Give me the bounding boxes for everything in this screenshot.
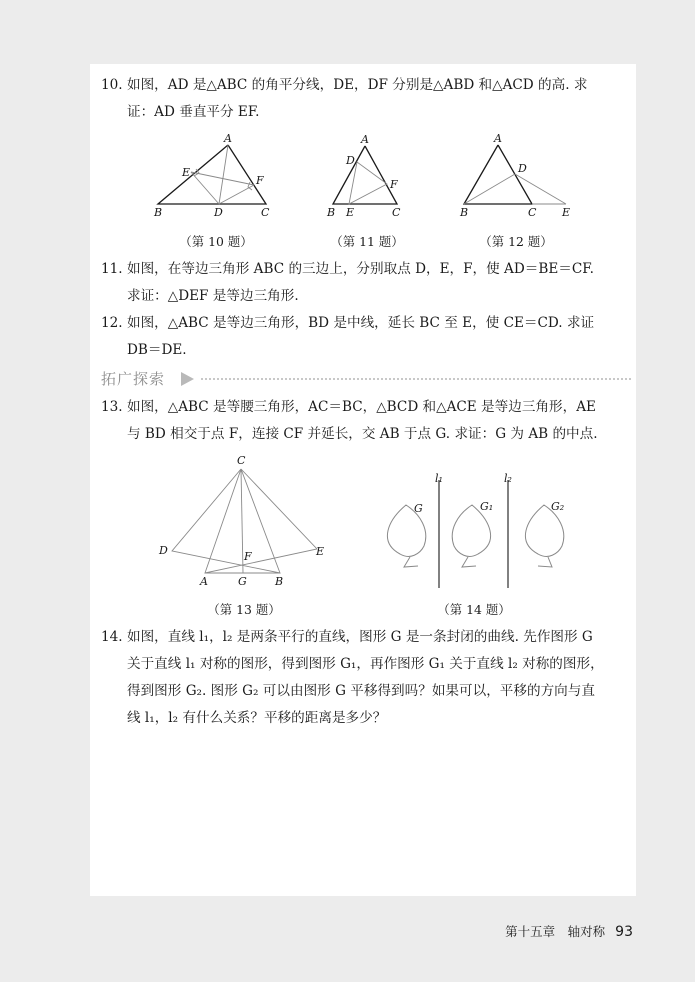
- caption-fig13: （第 13 题）: [207, 602, 281, 617]
- label-G1: G₁: [480, 500, 494, 513]
- figure-12: [458, 132, 588, 226]
- problem-number: 13.: [101, 399, 123, 415]
- problem-text: 与 BD 相交于点 F，连接 CF 并延长，交 AB 于点 G. 求证：G 为 AB 的中点.: [127, 426, 598, 442]
- label-F: F: [390, 178, 398, 191]
- label-C: C: [392, 206, 401, 219]
- problem-11: [101, 256, 631, 310]
- label-C: C: [528, 206, 537, 219]
- dotted-divider: [201, 378, 631, 380]
- label-C: C: [237, 454, 246, 467]
- label-E: E: [316, 545, 325, 558]
- problem-text: 求证：△DEF 是等边三角形.: [127, 288, 299, 304]
- label-C: C: [261, 206, 270, 219]
- caption-fig12: （第 12 题）: [479, 234, 553, 249]
- label-D: D: [518, 162, 527, 175]
- chapter-title: 第十五章 轴对称: [505, 924, 606, 939]
- label-D: D: [214, 206, 223, 219]
- label-A: A: [200, 575, 208, 588]
- problem-text: 得到图形 G₂. 图形 G₂ 可以由图形 G 平移得到吗？如果可以，平移的方向与直: [127, 683, 595, 699]
- play-arrow-icon: [181, 372, 194, 386]
- figure-10: [152, 132, 282, 226]
- figure-13: [156, 452, 336, 592]
- label-A: A: [361, 133, 369, 146]
- problem-text: 如图，在等边三角形 ABC 的三边上，分别取点 D，E，F，使 AD＝BE＝CF.: [127, 261, 594, 277]
- page-footer: [505, 922, 633, 940]
- problem-10: [101, 72, 631, 126]
- label-B: B: [460, 206, 469, 219]
- problem-number: 12.: [101, 315, 123, 331]
- figure-11: [322, 133, 412, 226]
- label-B: B: [327, 206, 336, 219]
- section-header: [101, 366, 631, 390]
- problem-13: [101, 394, 631, 448]
- problem-number: 11.: [101, 261, 123, 277]
- label-l1: l₁: [435, 472, 443, 485]
- problem-text: 如图，△ABC 是等腰三角形，AC＝BC，△BCD 和△ACE 是等边三角形，AE: [127, 399, 596, 415]
- problem-text: 证：AD 垂直平分 EF.: [127, 104, 260, 120]
- label-F: F: [256, 174, 264, 187]
- figure-14: [380, 470, 580, 595]
- label-D: D: [159, 544, 168, 557]
- label-l2: l₂: [504, 472, 512, 485]
- problem-number: 10.: [101, 77, 123, 93]
- label-B: B: [275, 575, 284, 588]
- page-number: 93: [615, 924, 633, 940]
- label-E: E: [562, 206, 571, 219]
- problem-number: 14.: [101, 629, 123, 645]
- problem-12: [101, 310, 631, 364]
- problem-text: 如图，直线 l₁，l₂ 是两条平行的直线，图形 G 是一条封闭的曲线. 先作图形 G: [127, 629, 593, 645]
- section-title: 拓广探索: [101, 370, 166, 388]
- label-E: E: [346, 206, 355, 219]
- caption-fig14: （第 14 题）: [437, 602, 511, 617]
- problem-text: 如图，△ABC 是等边三角形，BD 是中线，延长 BC 至 E，使 CE＝CD. 求证: [127, 315, 595, 331]
- problem-text: 如图，AD 是△ABC 的角平分线，DE，DF 分别是△ABD 和△ACD 的高. 求: [127, 77, 588, 93]
- label-E: E: [182, 166, 191, 179]
- problem-14: [101, 624, 631, 732]
- problem-text: 关于直线 l₁ 对称的图形，得到图形 G₁，再作图形 G₁ 关于直线 l₂ 对称的图形，: [127, 656, 604, 672]
- problem-text: DB＝DE.: [127, 342, 187, 358]
- caption-fig10: （第 10 题）: [179, 234, 253, 249]
- problem-text: 线 l₁，l₂ 有什么关系？平移的距离是多少？: [127, 710, 387, 726]
- label-A: A: [224, 132, 232, 145]
- label-F: F: [244, 550, 252, 563]
- label-B: B: [154, 206, 163, 219]
- label-D: D: [346, 154, 355, 167]
- label-G2: G₂: [551, 500, 565, 513]
- label-A: A: [494, 132, 502, 145]
- label-G: G: [414, 502, 423, 515]
- caption-fig11: （第 11 题）: [330, 234, 404, 249]
- label-G: G: [238, 575, 247, 588]
